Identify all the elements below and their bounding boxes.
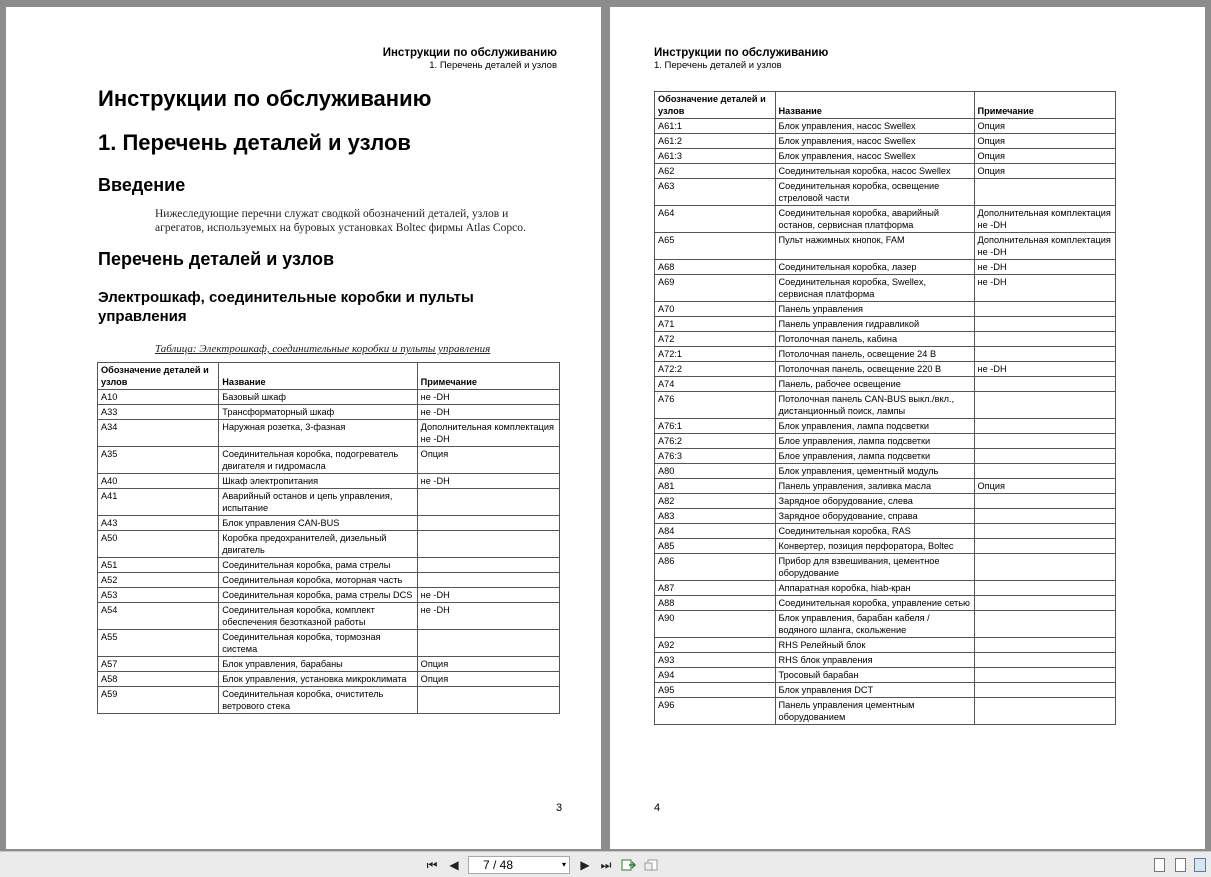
cell-note — [417, 687, 559, 714]
cell-note — [974, 554, 1115, 581]
next-page-icon[interactable]: ▶ — [580, 858, 590, 872]
cell-name: Трансформаторный шкаф — [219, 405, 417, 420]
cell-note — [974, 638, 1115, 653]
cell-name: Соединительная коробка, Swellex, сервисная платформа — [775, 275, 974, 302]
table-row — [655, 134, 1116, 149]
table-row — [655, 479, 1116, 494]
cell-note: Опция — [974, 119, 1115, 134]
cell-designation: A76:2 — [655, 434, 776, 449]
cell-designation: A87 — [655, 581, 776, 596]
list-heading: Перечень деталей и узлов — [98, 249, 335, 269]
table-row — [655, 554, 1116, 581]
table-row — [655, 464, 1116, 479]
cell-note — [974, 581, 1115, 596]
cell-name: Блок управления, барабан кабеля / водяного шланга, скольжение — [775, 611, 974, 638]
cell-designation: A58 — [98, 672, 219, 687]
cell-name: Соединительная коробка, RAS — [775, 524, 974, 539]
table-caption: Таблица: Электрошкаф, соединительные коробки и пульты управления — [155, 343, 491, 355]
cell-note — [974, 668, 1115, 683]
table-row — [655, 233, 1116, 260]
cell-note: Опция — [417, 672, 559, 687]
table-row — [655, 638, 1116, 653]
cell-designation: A54 — [98, 603, 219, 630]
table-row — [98, 657, 560, 672]
cell-designation: A80 — [655, 464, 776, 479]
table-row — [655, 539, 1116, 554]
table-row — [655, 332, 1116, 347]
table-row — [98, 531, 560, 558]
table-row — [98, 474, 560, 489]
cell-designation: A83 — [655, 509, 776, 524]
cell-designation: A63 — [655, 179, 776, 206]
cell-designation: A72:1 — [655, 347, 776, 362]
cell-name: Потолочная панель, освещение 24 В — [775, 347, 974, 362]
cell-designation: A61:3 — [655, 149, 776, 164]
page-number: 4 — [654, 802, 661, 814]
cell-designation: A95 — [655, 683, 776, 698]
table-row — [655, 302, 1116, 317]
table-row — [655, 164, 1116, 179]
cell-designation: A76:3 — [655, 449, 776, 464]
cell-designation: A85 — [655, 539, 776, 554]
cell-name: Зарядное оборудование, справа — [775, 509, 974, 524]
cell-designation: A43 — [98, 516, 219, 531]
cell-note: Дополнительная комплектация не -DH — [974, 233, 1115, 260]
cell-note: не -DH — [417, 405, 559, 420]
page-number-input[interactable] — [468, 856, 570, 874]
cell-note — [974, 347, 1115, 362]
cell-designation: A52 — [98, 573, 219, 588]
cell-designation: A81 — [655, 479, 776, 494]
cell-note — [974, 596, 1115, 611]
table-row — [655, 494, 1116, 509]
cell-name: Соединительная коробка, управление сетью — [775, 596, 974, 611]
cell-note: не -DH — [417, 603, 559, 630]
cell-designation: A92 — [655, 638, 776, 653]
table-row — [98, 603, 560, 630]
table-row — [655, 419, 1116, 434]
table-row — [655, 119, 1116, 134]
cell-note: не -DH — [417, 588, 559, 603]
table-row — [98, 558, 560, 573]
cell-name: Зарядное оборудование, слева — [775, 494, 974, 509]
cell-name: Аварийный останов и цепь управления, испытание — [219, 489, 417, 516]
go-back-icon[interactable] — [621, 857, 637, 873]
cell-note — [417, 516, 559, 531]
cell-name: Блок управления DCT — [775, 683, 974, 698]
cell-note: Опция — [974, 134, 1115, 149]
intro-heading: Введение — [98, 175, 186, 195]
table-row — [98, 630, 560, 657]
cell-designation: A59 — [98, 687, 219, 714]
table-row — [98, 489, 560, 516]
parts-table-body — [98, 390, 560, 714]
cell-name: Соединительная коробка, подогреватель двигателя и гидромасла — [219, 447, 417, 474]
column-header-note: Примечание — [974, 92, 1115, 119]
cell-name: Соединительная коробка, рама стрелы DCS — [219, 588, 417, 603]
cell-note — [974, 683, 1115, 698]
page-indicator: 7 / 48 — [483, 858, 514, 872]
chevron-down-icon[interactable]: ▾ — [561, 860, 566, 869]
facing-pages-view-icon[interactable] — [1194, 858, 1206, 872]
document-page-left — [6, 7, 601, 849]
table-row — [98, 588, 560, 603]
column-header-name: Название — [775, 92, 974, 119]
cell-note — [417, 573, 559, 588]
table-row — [98, 672, 560, 687]
cell-name: Блок управления, насос Swellex — [775, 134, 974, 149]
cell-note — [974, 377, 1115, 392]
cell-note: не -DH — [417, 474, 559, 489]
cell-name: Соединительная коробка, аварийный останов, сервисная платформа — [775, 206, 974, 233]
table-row — [98, 420, 560, 447]
table-row — [655, 206, 1116, 233]
cell-designation: A90 — [655, 611, 776, 638]
table-header-row — [98, 363, 560, 390]
cell-designation: A96 — [655, 698, 776, 725]
cell-designation: A40 — [98, 474, 219, 489]
cell-note: не -DH — [974, 362, 1115, 377]
cell-name: Панель управления — [775, 302, 974, 317]
cell-name: Панель, рабочее освещение — [775, 377, 974, 392]
cell-note — [974, 509, 1115, 524]
cell-note — [974, 449, 1115, 464]
running-header — [383, 46, 557, 72]
section-heading: Электрошкаф, соединительные коробки и пульты управления — [98, 289, 474, 325]
cell-name: Потолочная панель CAN-BUS выкл./вкл., дистанционный поиск, лампы — [775, 392, 974, 419]
go-forward-icon[interactable] — [643, 857, 659, 873]
cell-note — [974, 317, 1115, 332]
cell-name: Прибор для взвешивания, цементное оборудование — [775, 554, 974, 581]
cell-designation: A72 — [655, 332, 776, 347]
first-page-icon[interactable]: ⏮ — [426, 858, 438, 872]
table-row — [655, 509, 1116, 524]
cell-designation: A57 — [98, 657, 219, 672]
table-row — [655, 260, 1116, 275]
cell-designation: A51 — [98, 558, 219, 573]
cell-note: Опция — [974, 164, 1115, 179]
page-heading-main: Инструкции по обслуживанию — [98, 86, 432, 111]
parts-table-body — [655, 119, 1116, 725]
cell-note: Дополнительная комплектация не -DH — [417, 420, 559, 447]
cell-name: Наружная розетка, 3-фазная — [219, 420, 417, 447]
cell-designation: A69 — [655, 275, 776, 302]
cell-name: Коробка предохранителей, дизельный двигатель — [219, 531, 417, 558]
cell-name: Соединительная коробка, тормозная система — [219, 630, 417, 657]
cell-designation: A68 — [655, 260, 776, 275]
column-header-name: Название — [219, 363, 417, 390]
cell-name: RHS Релейный блок — [775, 638, 974, 653]
cell-note: не -DH — [974, 260, 1115, 275]
table-row — [655, 179, 1116, 206]
cell-designation: A50 — [98, 531, 219, 558]
cell-designation: A35 — [98, 447, 219, 474]
table-row — [655, 317, 1116, 332]
cell-note: не -DH — [974, 275, 1115, 302]
cell-note: Опция — [974, 479, 1115, 494]
running-header — [654, 46, 828, 72]
cell-note — [974, 392, 1115, 419]
cell-note — [974, 698, 1115, 725]
cell-note — [974, 611, 1115, 638]
cell-note — [974, 653, 1115, 668]
cell-note — [974, 419, 1115, 434]
column-header-note: Примечание — [417, 363, 559, 390]
cell-name: Блок управления CAN-BUS — [219, 516, 417, 531]
column-header-designation: Обозначение деталей и узлов — [655, 92, 776, 119]
running-subtitle: 1. Перечень деталей и узлов — [429, 60, 557, 71]
cell-name: Шкаф электропитания — [219, 474, 417, 489]
cell-name: Блок управления, лампа подсветки — [775, 419, 974, 434]
cell-designation: A70 — [655, 302, 776, 317]
table-row — [655, 434, 1116, 449]
cell-note — [974, 302, 1115, 317]
cell-designation: A62 — [655, 164, 776, 179]
cell-name: Соединительная коробка, насос Swellex — [775, 164, 974, 179]
cell-designation: A34 — [98, 420, 219, 447]
cell-name: Базовый шкаф — [219, 390, 417, 405]
single-page-view-icon[interactable] — [1154, 858, 1165, 872]
cell-note — [974, 434, 1115, 449]
table-row — [655, 275, 1116, 302]
cell-name: Блок управления, насос Swellex — [775, 119, 974, 134]
cell-note — [417, 489, 559, 516]
cell-name: Панель управления гидравликой — [775, 317, 974, 332]
table-header-row — [655, 92, 1116, 119]
table-row — [655, 449, 1116, 464]
cell-name: Соединительная коробка, комплект обеспечения безотказной работы — [219, 603, 417, 630]
table-row — [655, 596, 1116, 611]
cell-note — [417, 630, 559, 657]
cell-name: Блок управления, установка микроклимата — [219, 672, 417, 687]
cell-designation: A55 — [98, 630, 219, 657]
cell-name: Блок управления, барабаны — [219, 657, 417, 672]
table-row — [98, 390, 560, 405]
cell-note — [417, 558, 559, 573]
prev-page-icon[interactable]: ◀ — [449, 858, 459, 872]
cell-name: Аппаратная коробка, hiab-кран — [775, 581, 974, 596]
intro-paragraph: Нижеследующие перечни служат сводкой обозначений деталей, узлов и агрегатов, используемых на буровых установках Boltec фирмы Atlas Copco. — [155, 208, 526, 234]
cell-note: не -DH — [417, 390, 559, 405]
parts-table — [97, 362, 560, 714]
chapter-heading: 1. Перечень деталей и узлов — [98, 130, 411, 155]
table-row — [655, 653, 1116, 668]
cell-name: Потолочная панель, кабина — [775, 332, 974, 347]
cell-designation: A71 — [655, 317, 776, 332]
last-page-icon[interactable]: ⏭ — [600, 858, 612, 872]
table-row — [655, 698, 1116, 725]
cell-name: Соединительная коробка, рама стрелы — [219, 558, 417, 573]
table-row — [98, 405, 560, 420]
table-row — [655, 524, 1116, 539]
cell-name: Соединительная коробка, освещение стреловой части — [775, 179, 974, 206]
cell-name: Соединительная коробка, очиститель ветрового стека — [219, 687, 417, 714]
cell-name: Блое управления, лампа подсветки — [775, 434, 974, 449]
table-row — [655, 581, 1116, 596]
cell-designation: A72:2 — [655, 362, 776, 377]
table-row — [655, 347, 1116, 362]
cell-name: Панель управления, заливка масла — [775, 479, 974, 494]
table-row — [655, 392, 1116, 419]
cell-note — [974, 539, 1115, 554]
viewer-toolbar — [0, 851, 1211, 877]
cell-note — [974, 494, 1115, 509]
table-row — [655, 362, 1116, 377]
cell-note: Опция — [417, 657, 559, 672]
cell-note: Опция — [417, 447, 559, 474]
running-title: Инструкции по обслуживанию — [654, 47, 829, 59]
cell-designation: A88 — [655, 596, 776, 611]
cell-note — [974, 332, 1115, 347]
cell-designation: A94 — [655, 668, 776, 683]
cell-designation: A10 — [98, 390, 219, 405]
running-subtitle: 1. Перечень деталей и узлов — [654, 60, 782, 71]
cell-note: Дополнительная комплектация не -DH — [974, 206, 1115, 233]
table-row — [98, 516, 560, 531]
table-row — [655, 377, 1116, 392]
table-row — [655, 611, 1116, 638]
parts-table — [654, 91, 1116, 725]
cell-name: Конвертер, позиция перфоратора, Boltec — [775, 539, 974, 554]
cell-designation: A65 — [655, 233, 776, 260]
cell-designation: A61:1 — [655, 119, 776, 134]
running-title: Инструкции по обслуживанию — [382, 47, 557, 59]
page-number: 3 — [556, 802, 563, 814]
cell-designation: A82 — [655, 494, 776, 509]
cell-designation: A41 — [98, 489, 219, 516]
table-row — [655, 683, 1116, 698]
cell-name: Панель управления цементным оборудованием — [775, 698, 974, 725]
table-row — [655, 668, 1116, 683]
cell-designation: A84 — [655, 524, 776, 539]
cell-name: Соединительная коробка, лазер — [775, 260, 974, 275]
cell-note — [974, 179, 1115, 206]
cell-designation: A33 — [98, 405, 219, 420]
cell-designation: A74 — [655, 377, 776, 392]
cell-designation: A76:1 — [655, 419, 776, 434]
cell-designation: A61:2 — [655, 134, 776, 149]
cell-name: Блок управления, цементный модуль — [775, 464, 974, 479]
cell-designation: A64 — [655, 206, 776, 233]
cell-note — [974, 524, 1115, 539]
cell-note — [974, 464, 1115, 479]
cell-name: Пульт нажимных кнопок, FAM — [775, 233, 974, 260]
table-row — [98, 447, 560, 474]
cell-name: RHS блок управления — [775, 653, 974, 668]
cell-designation: A93 — [655, 653, 776, 668]
cell-name: Блое управления, лампа подсветки — [775, 449, 974, 464]
cell-note — [417, 531, 559, 558]
document-page-right — [610, 7, 1205, 849]
cell-name: Потолочная панель, освещение 220 В — [775, 362, 974, 377]
table-row — [98, 687, 560, 714]
column-header-designation: Обозначение деталей и узлов — [98, 363, 219, 390]
table-row — [655, 149, 1116, 164]
cell-note: Опция — [974, 149, 1115, 164]
cell-designation: A53 — [98, 588, 219, 603]
cell-name: Тросовый барабан — [775, 668, 974, 683]
cell-designation: A76 — [655, 392, 776, 419]
cell-name: Блок управления, насос Swellex — [775, 149, 974, 164]
continuous-view-icon[interactable] — [1175, 858, 1186, 872]
cell-designation: A86 — [655, 554, 776, 581]
cell-name: Соединительная коробка, моторная часть — [219, 573, 417, 588]
table-row — [98, 573, 560, 588]
